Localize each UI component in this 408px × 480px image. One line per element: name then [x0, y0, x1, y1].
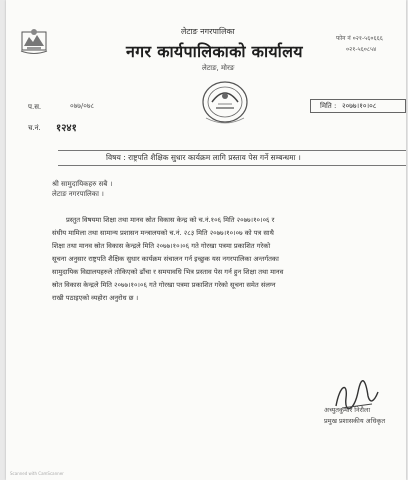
reference-number: ०७७/०७८ — [70, 102, 95, 110]
addressee-line-1: श्री सामुदायिकहरु सबै । — [52, 180, 113, 188]
subject-line: विषय : राष्ट्रपति शैक्षिक सुधार कार्यक्रम लागि प्रस्ताव पेस गर्ने सम्बन्धमा । — [106, 153, 301, 162]
body-line: राखी पठाइएको व्यहोरा अनुरोध छ । — [52, 294, 139, 302]
body-line: संघीय मामिला तथा सामान्य प्रशासन मन्त्रालयको च.नं. २८३ मिति २०७७।१०।०७ को पत्र साथै — [52, 229, 274, 237]
municipality-name: लेटाङ नगरपालिका — [181, 27, 235, 36]
body-line: प्रस्तुत विषयमा शिक्षा तथा मानव स्रोत विकास केन्द्र को च.नं.१०६ मिति २०७७।१०।०६ र — [66, 216, 275, 224]
phone-line-1: फोन नं ०२१-५६०६६६ — [336, 35, 383, 42]
signatory-designation: प्रमुख प्रशासकीय अधिकृत — [324, 417, 386, 425]
date-value: २०७७।१०।०८ — [342, 102, 377, 110]
body-line: सामुदायिक विद्यालयहरुले तोकिएको ढाँचा र समयावधि भित्र प्रस्ताव पेस गर्न हुन शिक्षा तथा मानव — [52, 268, 284, 276]
reference-label: प.स. — [28, 103, 42, 111]
office-title: नगर कार्यपालिकाको कार्यालय — [126, 42, 303, 61]
body-line: सूचना अनुसार राष्ट्रपति शैक्षिक सुधार कार्यक्रम संचालन गर्न इच्छुक यस नगरपालिका अन्तर्गतका — [52, 255, 279, 263]
body-line: शिक्षा तथा मानव स्रोत विकास केन्द्रले मिति २०७७।१०।०६ गते गोरखा पत्रमा प्रकाशित गरेको — [52, 242, 271, 250]
scan-watermark: Scanned with CamScanner — [10, 471, 64, 476]
office-location: लेटाङ, मोरङ — [202, 64, 235, 72]
dispatch-number: १२४१ — [56, 123, 77, 134]
signatory-name: अच्युतकुमार निरौला — [324, 406, 371, 414]
government-emblem-icon — [18, 26, 50, 56]
date-label: मिति : — [320, 102, 337, 110]
addressee-line-2: लेटाङ नगरपालिका । — [52, 190, 104, 198]
letter-page — [6, 0, 406, 480]
body-line: स्रोत विकास केन्द्रले मिति २०७७।१०।०६ गते गोरखा पत्रमा प्रकाशित गरेको सूचना समेत संलग्न — [52, 281, 276, 289]
phone-line-2: ०२१-५६०८५४ — [346, 46, 377, 53]
office-seal-icon — [194, 74, 256, 130]
dispatch-label: च.नं. — [28, 124, 41, 132]
phone-number — [336, 33, 383, 55]
